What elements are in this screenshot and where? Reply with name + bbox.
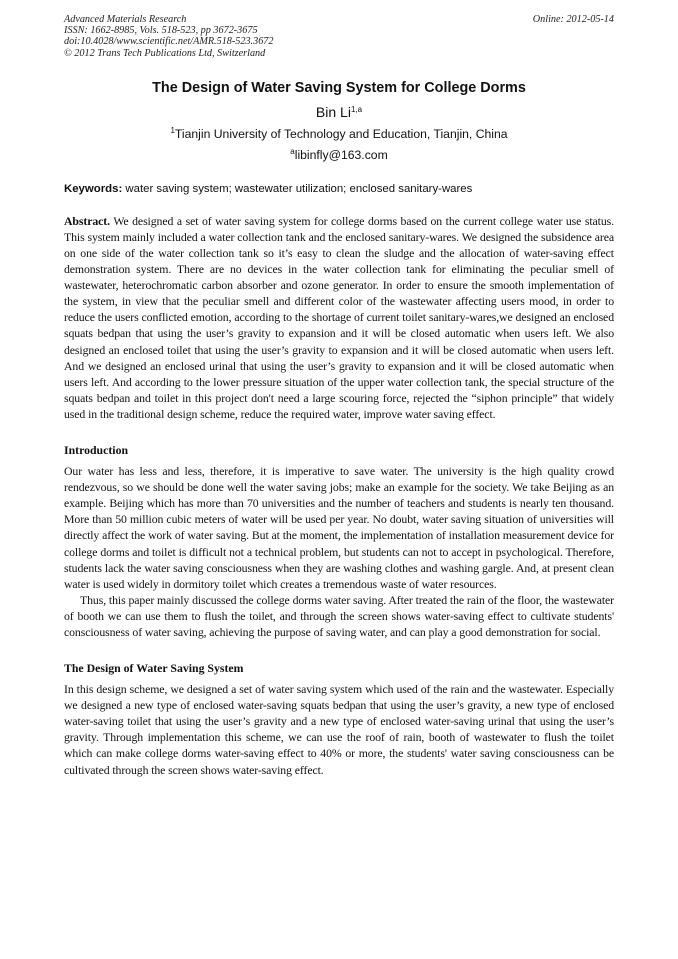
author-line: [64, 104, 614, 121]
keywords-label: Keywords:: [64, 182, 123, 195]
affiliation-superscript: 1: [170, 125, 175, 135]
issn-line: ISSN: 1662-8985, Vols. 518-523, pp 3672-3675: [64, 25, 258, 37]
introduction-paragraph-2: Thus, this paper mainly discussed the college dorms water saving. After treated the rain of the floor, the wastewater of booth we can use them to flush the toilet, and through the screen shows water-saving effect to cultivate students' consciousness of water saving, achieving the purpose of saving water, and can play a good demonstration for social.: [64, 592, 614, 639]
online-date: Online: 2012-05-14: [532, 14, 614, 25]
author-superscript: 1,a: [350, 104, 363, 114]
affiliation-text: Tianjin University of Technology and Education, Tianjin, China: [174, 126, 508, 141]
journal-header: [64, 14, 614, 59]
abstract-text: We designed a set of water saving system for college dorms based on the current college water use status. This system mainly included a water collection tank and the enclosed sanitary-wares. We designed the subsidence area on one side of the water collection tank so it’s easy to clean the sludge and the allocation of water-saving effect demonstration system. There are no devices in the water collection tank for eliminating the peculiar smell of wastewater, heterochromatic carbon absorber and ozone generator. In order to ensure the smooth implementation of the system, in view that the peculiar smell and different color of the wastewater affecting users mood, in order to reduce the users conflicted emotion, according to the shortage of current toilet sanitary-wares,we designed an enclosed squats bedpan that using the user’s gravity to expansion and it will be closed automatic when users left. We also designed an enclosed toilet that using the user’s gravity to expansion and it will be closed automatic when users left. And we designed an enclosed urinal that using the user’s gravity to expansion and it will be closed automatic when users left. And according to the lower pressure situation of the upper water collection tank, the special structure of the squats bedpan and toilet in this project don't need a large scouring force, rejected the “siphon principle” that widely used in the traditional design scheme, reduce the required water, improve water saving effect.: [64, 213, 614, 421]
journal-name: Advanced Materials Research: [64, 14, 187, 25]
keywords: [64, 182, 614, 196]
keywords-text: water saving system; wastewater utilization; enclosed sanitary-wares: [125, 182, 473, 195]
affiliation: [64, 127, 614, 142]
email-address[interactable]: libinfly@163.com: [294, 147, 388, 162]
design-section-heading: The Design of Water Saving System: [64, 661, 244, 676]
introduction-heading: Introduction: [64, 443, 129, 458]
author-name: Bin Li: [315, 103, 351, 120]
design-section-paragraph: In this design scheme, we designed a set of water saving system which used of the rain and the wastewater. Especially we designed a new type of enclosed water-saving squats bedpan that using the user’s gravity, a new type of enclosed water-saving toilet that using the user’s gravity and a new type of enclosed water-saving urinal that using the user’s gravity. Through implementation this scheme, we can use the roof of rain, booth of wastewater to flush the toilet which can make college dorms water-saving effect to 40% or more, the students' water saving consciousness can be cultivated through the screen shows water-saving effect.: [64, 682, 614, 777]
email-superscript: a: [290, 146, 295, 156]
abstract: [64, 213, 614, 422]
copyright-line: © 2012 Trans Tech Publications Ltd, Switzerland: [64, 47, 266, 59]
introduction-paragraph-1: Our water has less and less, therefore, it is imperative to save water. The university is the high quality crowd rendezvous, so we should be done well the water saving jobs; make an example for the society. We take Beijing as an example. Beijing which has more than 70 universities and the number of teachers and students is nearly ten thousand. More than 50 million cubic meters of water will be used per year. No doubt, water saving situation of universities will directly affect the work of water saving. But at the moment, the implementation of installation measurement device for college dorms and toilet is difficult not a technical problem, but students can not to accept in psychological. Therefore, students lack the water saving consciousness when they are washing clothes and washing gargle. And, at present clean water is used widely in dormitory toilet which creates a tremendous waste of water resources.: [64, 464, 614, 591]
doi-line: doi:10.4028/www.scientific.net/AMR.518-523.3672: [64, 36, 274, 48]
email-line: [64, 148, 614, 163]
abstract-label: Abstract.: [64, 213, 110, 228]
paper-title: The Design of Water Saving System for College Dorms: [152, 79, 526, 96]
